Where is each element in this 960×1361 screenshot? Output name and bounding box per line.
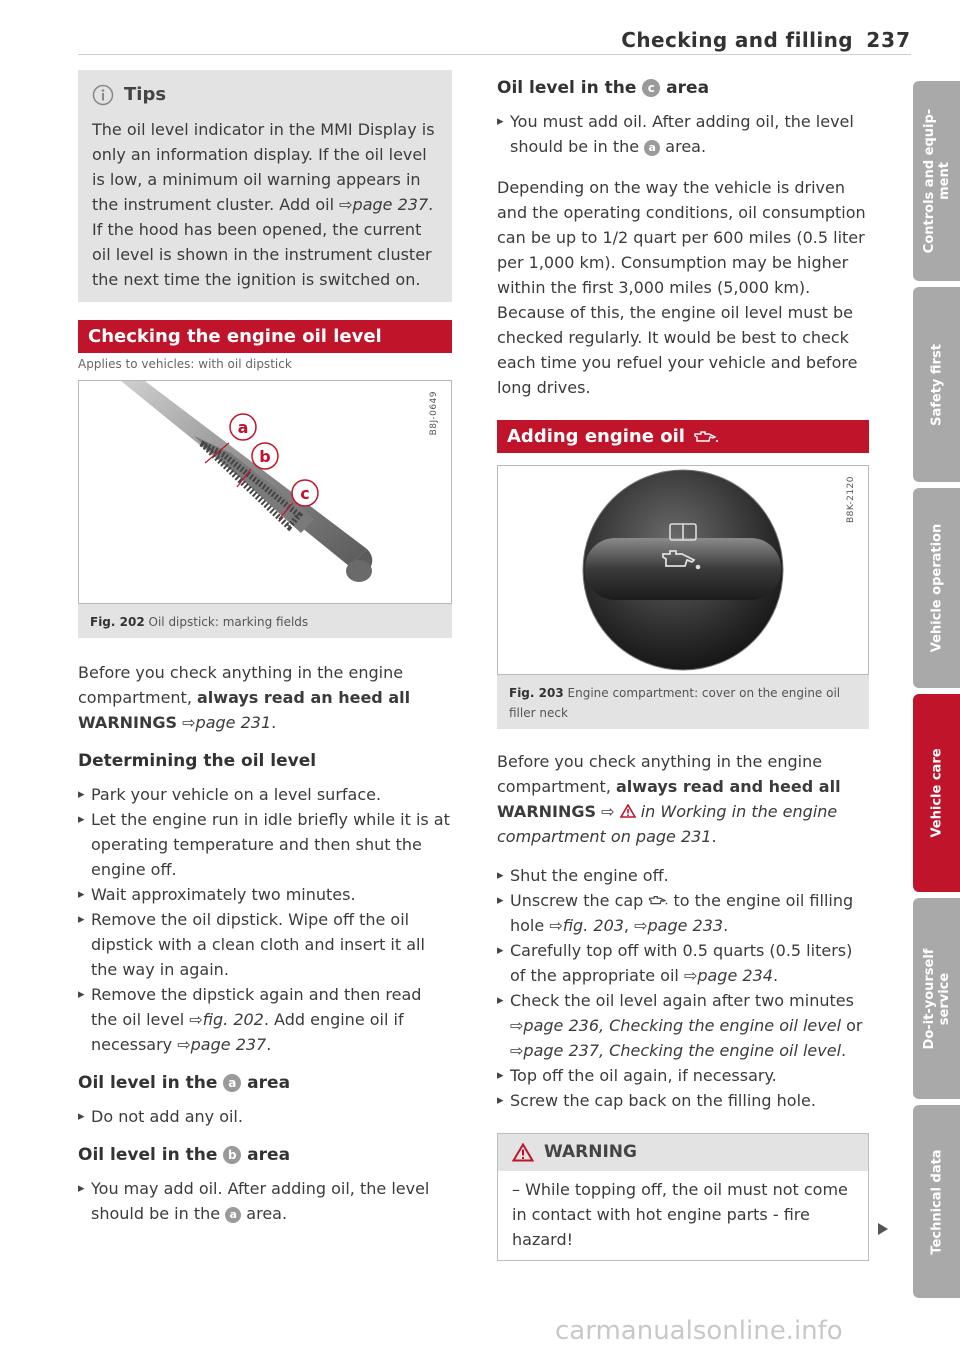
oil-can-icon (693, 430, 719, 444)
tab-controls-and-equipment[interactable]: Controls and equip- ment (913, 81, 960, 281)
tips-box (78, 70, 452, 302)
figure-202 (78, 380, 452, 638)
page-link[interactable]: ⇨page 231 (182, 713, 272, 732)
section-title-checking: Checking the engine oil level (78, 320, 452, 353)
page-link[interactable]: in Working in the engine compartment on page 231 (497, 802, 838, 846)
left-column (78, 70, 452, 1226)
warning-text: – While topping off, the oil must not come in contact with hot engine parts - fire hazard! (512, 1180, 848, 1249)
tips-title: Tips (124, 84, 167, 105)
intro-paragraph: Before you check anything in the engine compartment, always read and heed all WARNINGS ⇨ in Working in the engine compartment on page 231. (497, 752, 841, 846)
list-item: ▸ Top off the oil again, if necessary. (497, 1063, 869, 1088)
figure-caption: Fig. 203 Engine compartment: cover on the engine oil filler neck (509, 686, 841, 720)
info-icon (92, 84, 114, 106)
list-item: ▸ You must add oil. After adding oil, the level should be in the a area. (497, 109, 869, 159)
list-item: ▸ Carefully top off with 0.5 quarts (0.5 liters) of the appropriate oil ⇨page 234. (497, 938, 869, 988)
tab-safety-first[interactable]: Safety first (913, 287, 960, 482)
figure-code: B8K-2120 (846, 476, 856, 524)
list-item: ▸ Do not add any oil. (78, 1104, 452, 1129)
continue-arrow-icon (877, 1222, 889, 1236)
level-b-list (78, 1176, 452, 1226)
marker-b-badge: b (223, 1146, 241, 1164)
subheading-determining: Determining the oil level (78, 751, 317, 771)
section-title-adding: Adding engine oil (497, 420, 869, 453)
figure-203 (497, 465, 869, 729)
list-item: ▸ Unscrew the cap to the engine oil filling hole ⇨fig. 203, ⇨page 233. (497, 888, 869, 938)
intro-paragraph: Before you check anything in the engine compartment, always read an heed all WARNINGS ⇨page 231. (78, 663, 411, 732)
list-item: ▸ Park your vehicle on a level surface. (78, 782, 452, 807)
svg-text:a: a (237, 418, 249, 437)
marker-a-badge: a (223, 1074, 241, 1092)
list-item: ▸ Check the oil level again after two minutes ⇨page 236, Checking the engine oil level or ⇨page 237, Checking the engine oil level. (497, 988, 869, 1063)
figure-caption: Fig. 202 Oil dipstick: marking fields (90, 615, 309, 629)
oil-cap-drawing (498, 466, 868, 674)
tab-technical-data[interactable]: Technical data (913, 1105, 960, 1298)
subheading-level-a: Oil level in the a area (78, 1073, 291, 1093)
tab-vehicle-operation[interactable]: Vehicle operation (913, 488, 960, 688)
svg-text:b: b (259, 447, 271, 466)
marker-a-badge: a (644, 140, 660, 156)
tab-vehicle-care[interactable]: Vehicle care (913, 694, 960, 892)
determining-steps (78, 782, 452, 1057)
marker-a (230, 414, 256, 440)
applies-note: Applies to vehicles: with oil dipstick (78, 357, 292, 371)
page-link[interactable]: ⇨page 237, Checking the engine oil level (510, 1041, 842, 1060)
watermark: carmanualsonline.info (555, 1316, 843, 1346)
page-link[interactable]: ⇨page 234 (683, 966, 773, 985)
consumption-paragraph: Depending on the way the vehicle is driven and the operating conditions, oil consumption can be up to 1/2 quart per 600 miles (0.5 liter per 1,000 km). Consumption may be higher within the first 3,000 miles (5,000 km). Because of this, the engine oil level must be checked regularly. It would be best to check each time you refuel your vehicle and before long drives. (497, 178, 866, 397)
list-item: ▸ Shut the engine off. (497, 863, 869, 888)
figure-link[interactable]: ⇨fig. 202 (189, 1010, 264, 1029)
warning-heading: WARNING (498, 1134, 868, 1171)
list-item: ▸ Remove the dipstick again and then read the oil level ⇨fig. 202. Add engine oil if necessary ⇨page 237. (78, 982, 452, 1057)
level-a-list (78, 1104, 452, 1129)
adding-steps (497, 863, 869, 1113)
list-item: ▸ Wait approximately two minutes. (78, 882, 452, 907)
level-c-list (497, 109, 869, 159)
page-link[interactable]: ⇨page 233 (634, 916, 724, 935)
header-section-title: Checking and filling (621, 28, 853, 52)
dipstick-illustration (78, 380, 452, 604)
subheading-level-c: Oil level in the c area (497, 78, 710, 98)
oil-cap-illustration (497, 465, 869, 675)
marker-c (292, 480, 318, 506)
list-item: ▸ You may add oil. After adding oil, the level should be in the a area. (78, 1176, 452, 1226)
page-link[interactable]: ⇨page 237 (177, 1035, 267, 1054)
list-item: ▸ Remove the oil dipstick. Wipe off the oil dipstick with a clean cloth and insert it all the way in again. (78, 907, 452, 982)
right-column (497, 70, 869, 1261)
oil-can-icon (648, 895, 668, 906)
figure-link[interactable]: ⇨fig. 203 (549, 916, 624, 935)
list-item: ▸ Screw the cap back on the filling hole. (497, 1088, 869, 1113)
page-number: 237 (866, 28, 911, 52)
marker-c-badge: c (642, 79, 660, 97)
warning-triangle-icon (512, 1143, 534, 1162)
subheading-level-b: Oil level in the b area (78, 1145, 291, 1165)
tab-do-it-yourself-service[interactable]: Do-it-yourself service (913, 898, 960, 1099)
tips-page-link[interactable]: ⇨page 237 (339, 195, 429, 214)
list-item: ▸ Let the engine run in idle briefly while it is at operating temperature and then shut the engine off. (78, 807, 452, 882)
dipstick-drawing (79, 381, 451, 603)
marker-b (252, 443, 278, 469)
svg-text:c: c (300, 484, 310, 503)
warning-box (497, 1133, 869, 1261)
marker-a-badge: a (225, 1207, 241, 1223)
warning-triangle-icon (620, 804, 636, 818)
page-header (78, 24, 911, 55)
tips-text: The oil level indicator in the MMI Display is only an information display. If the oil level is low, a minimum oil warning appears in the instrument cluster. Add oil ⇨page 237. If the hood has been opened, the current oil level is shown in the instrument cluster the next time the ignition is switched on. (92, 120, 435, 289)
figure-code: B8J-0649 (429, 391, 439, 436)
tips-heading (92, 82, 438, 107)
page-link[interactable]: ⇨page 236, Checking the engine oil level (510, 1016, 842, 1035)
